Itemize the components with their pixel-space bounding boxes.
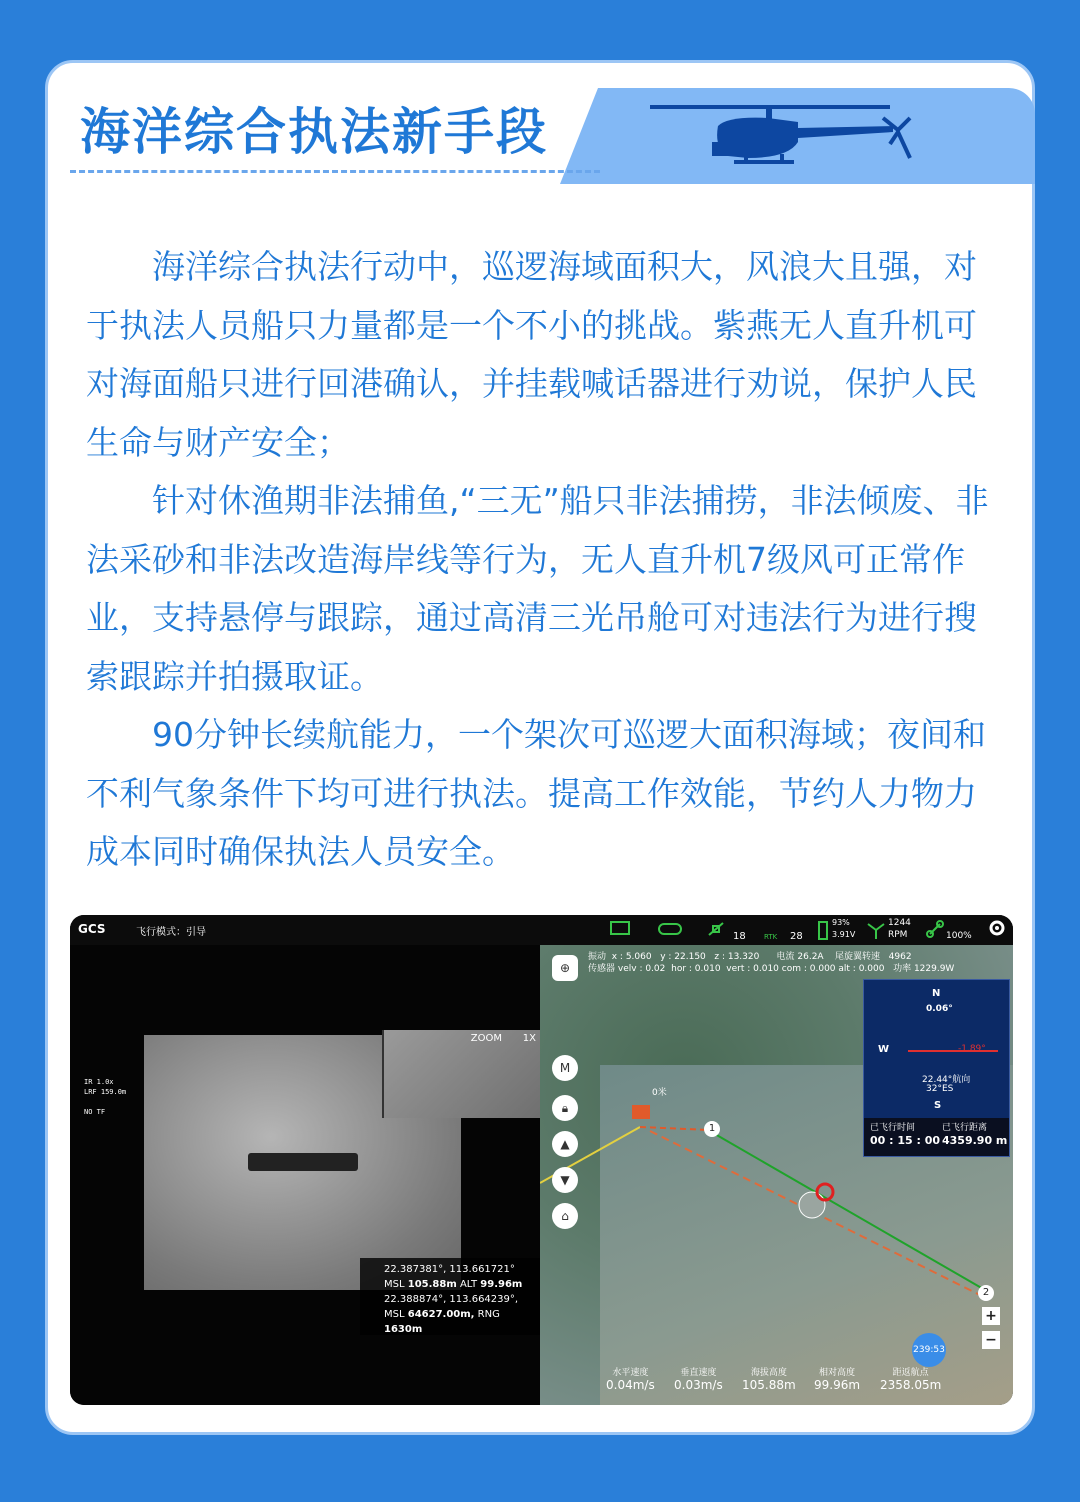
msl-altitude: 海拔高度 105.88m bbox=[742, 1368, 796, 1392]
page-title: 海洋综合执法新手段 bbox=[80, 103, 548, 161]
battery-voltage: 3.91V bbox=[832, 930, 856, 939]
ir-line: NO TF bbox=[84, 1108, 106, 1116]
horizontal-speed: 水平速度 0.04m/s bbox=[606, 1368, 655, 1392]
west-marker: W bbox=[878, 1044, 890, 1055]
ir-line: LRF 159.0m bbox=[84, 1088, 127, 1096]
lock-button[interactable]: 🔒︎ bbox=[552, 1095, 578, 1121]
attitude-hud bbox=[863, 979, 1010, 1157]
battery-icon bbox=[818, 920, 828, 940]
target-range: MSL 64627.00m, RNG 1630m bbox=[384, 1309, 500, 1335]
south-marker: S bbox=[934, 1100, 942, 1111]
heading-north: N bbox=[932, 988, 941, 999]
timer-badge[interactable]: 239:53 bbox=[912, 1333, 946, 1367]
drone-altitude: MSL 105.88m ALT 99.96m bbox=[384, 1279, 523, 1290]
flight-distance: 4359.90 m bbox=[942, 1134, 1008, 1147]
waypoint-2[interactable]: 2 bbox=[978, 1285, 994, 1301]
takeoff-button[interactable]: ▲ bbox=[552, 1131, 578, 1157]
flight-mode: 飞行模式：引导 bbox=[136, 927, 206, 938]
mode-m-button[interactable]: M bbox=[552, 1055, 578, 1081]
camera-view bbox=[70, 945, 540, 1405]
waypoint-1[interactable]: 1 bbox=[704, 1121, 720, 1137]
gcs-screenshot bbox=[70, 915, 1013, 1405]
relative-altitude: 相对高度 99.96m bbox=[814, 1368, 861, 1392]
pitch-value: 0.06° bbox=[926, 1004, 953, 1014]
rtk-label: RTK bbox=[764, 933, 778, 941]
rotor-icon bbox=[866, 920, 886, 940]
distance-home: 距返航点 2358.05m bbox=[880, 1368, 942, 1392]
roll-value: -1.89° bbox=[958, 1044, 986, 1054]
zoom-value: 1X bbox=[522, 1033, 536, 1044]
title-divider bbox=[70, 170, 600, 173]
distance-label: 0米 bbox=[652, 1088, 667, 1098]
link-quality: 100% bbox=[946, 931, 972, 941]
zoom-inset bbox=[382, 1030, 542, 1118]
heading-secondary: 32°ES bbox=[926, 1084, 954, 1094]
monitor-icon[interactable] bbox=[610, 921, 630, 937]
zoom-in-button[interactable]: + bbox=[982, 1307, 1000, 1325]
gear-icon[interactable] bbox=[988, 919, 1006, 937]
gcs-logo: GCS bbox=[78, 922, 106, 936]
heading-value: 22.44°航向 bbox=[922, 1075, 971, 1085]
zoom-out-button[interactable]: − bbox=[982, 1331, 1000, 1349]
target-position: 22.388874°, 113.664239°, bbox=[384, 1294, 519, 1305]
vessel-target bbox=[248, 1153, 358, 1171]
paragraph-3: 90分钟长续航能力，一个架次可巡逻大面积海域；夜间和不利气象条件下均可进行执法。提高工作效能，节约人力物力成本同时确保执法人员安全。 bbox=[86, 715, 986, 871]
vertical-speed: 垂直速度 0.03m/s bbox=[674, 1368, 723, 1392]
paragraph-2: 针对休渔期非法捕鱼,“三无”船只非法捕捞，非法倾废、非法采砂和非法改造海岸线等行为，无人直升机7级风可正常作业，支持悬停与跟踪，通过高清三光吊舱可对违法行为进行搜索跟踪并拍摄取证。 bbox=[86, 481, 989, 696]
satellite-map[interactable] bbox=[540, 945, 1013, 1405]
rtk-value: 28 bbox=[790, 931, 803, 942]
ir-line bbox=[84, 1097, 126, 1107]
rpm-value: 1244 bbox=[888, 918, 911, 928]
battery-percent: 93% bbox=[832, 918, 850, 927]
flight-time: 00 : 15 : 00 bbox=[870, 1134, 941, 1147]
return-home-button[interactable]: ⌂ bbox=[552, 1203, 578, 1229]
map-layers-button[interactable]: ⊕ bbox=[552, 955, 578, 981]
helicopter-icon bbox=[648, 96, 938, 176]
flight-distance-label: 已飞行距离 bbox=[942, 1123, 988, 1133]
drone-position: 22.387381°, 113.661721° bbox=[384, 1264, 515, 1275]
ir-line: IR 1.0x bbox=[84, 1078, 114, 1086]
land-button[interactable]: ▼ bbox=[552, 1167, 578, 1193]
zoom-label: ZOOM bbox=[470, 1033, 502, 1044]
link-icon bbox=[926, 920, 944, 938]
paragraph-1: 海洋综合执法行动中，巡逻海域面积大，风浪大且强，对于执法人员船只力量都是一个不小的挑战。紫燕无人直升机可对海面船只进行回港确认，并挂载喊话器进行劝说，保护人民生命与财产安全； bbox=[86, 247, 977, 462]
flight-time-label: 已飞行时间 bbox=[870, 1123, 916, 1133]
satellite-icon bbox=[706, 920, 726, 938]
telemetry-readout: 振动 x : 5.060 y : 22.150 z : 13.320 电流 26.2A 尾旋翼转速 4962 传感器 velv : 0.02 hor : 0.010 vert : 0.010 com : 0.000 alt : 0.000 功率 1229.9W bbox=[588, 952, 955, 974]
flight-stats bbox=[864, 1118, 1009, 1156]
coordinate-panel bbox=[360, 1258, 540, 1335]
gamepad-icon[interactable] bbox=[658, 921, 682, 937]
satellite-count: 18 bbox=[733, 931, 746, 942]
flight-telemetry-bar bbox=[580, 1365, 980, 1405]
gcs-top-bar bbox=[70, 915, 1013, 945]
rpm-label: RPM bbox=[888, 930, 908, 940]
ir-info bbox=[84, 1077, 126, 1117]
